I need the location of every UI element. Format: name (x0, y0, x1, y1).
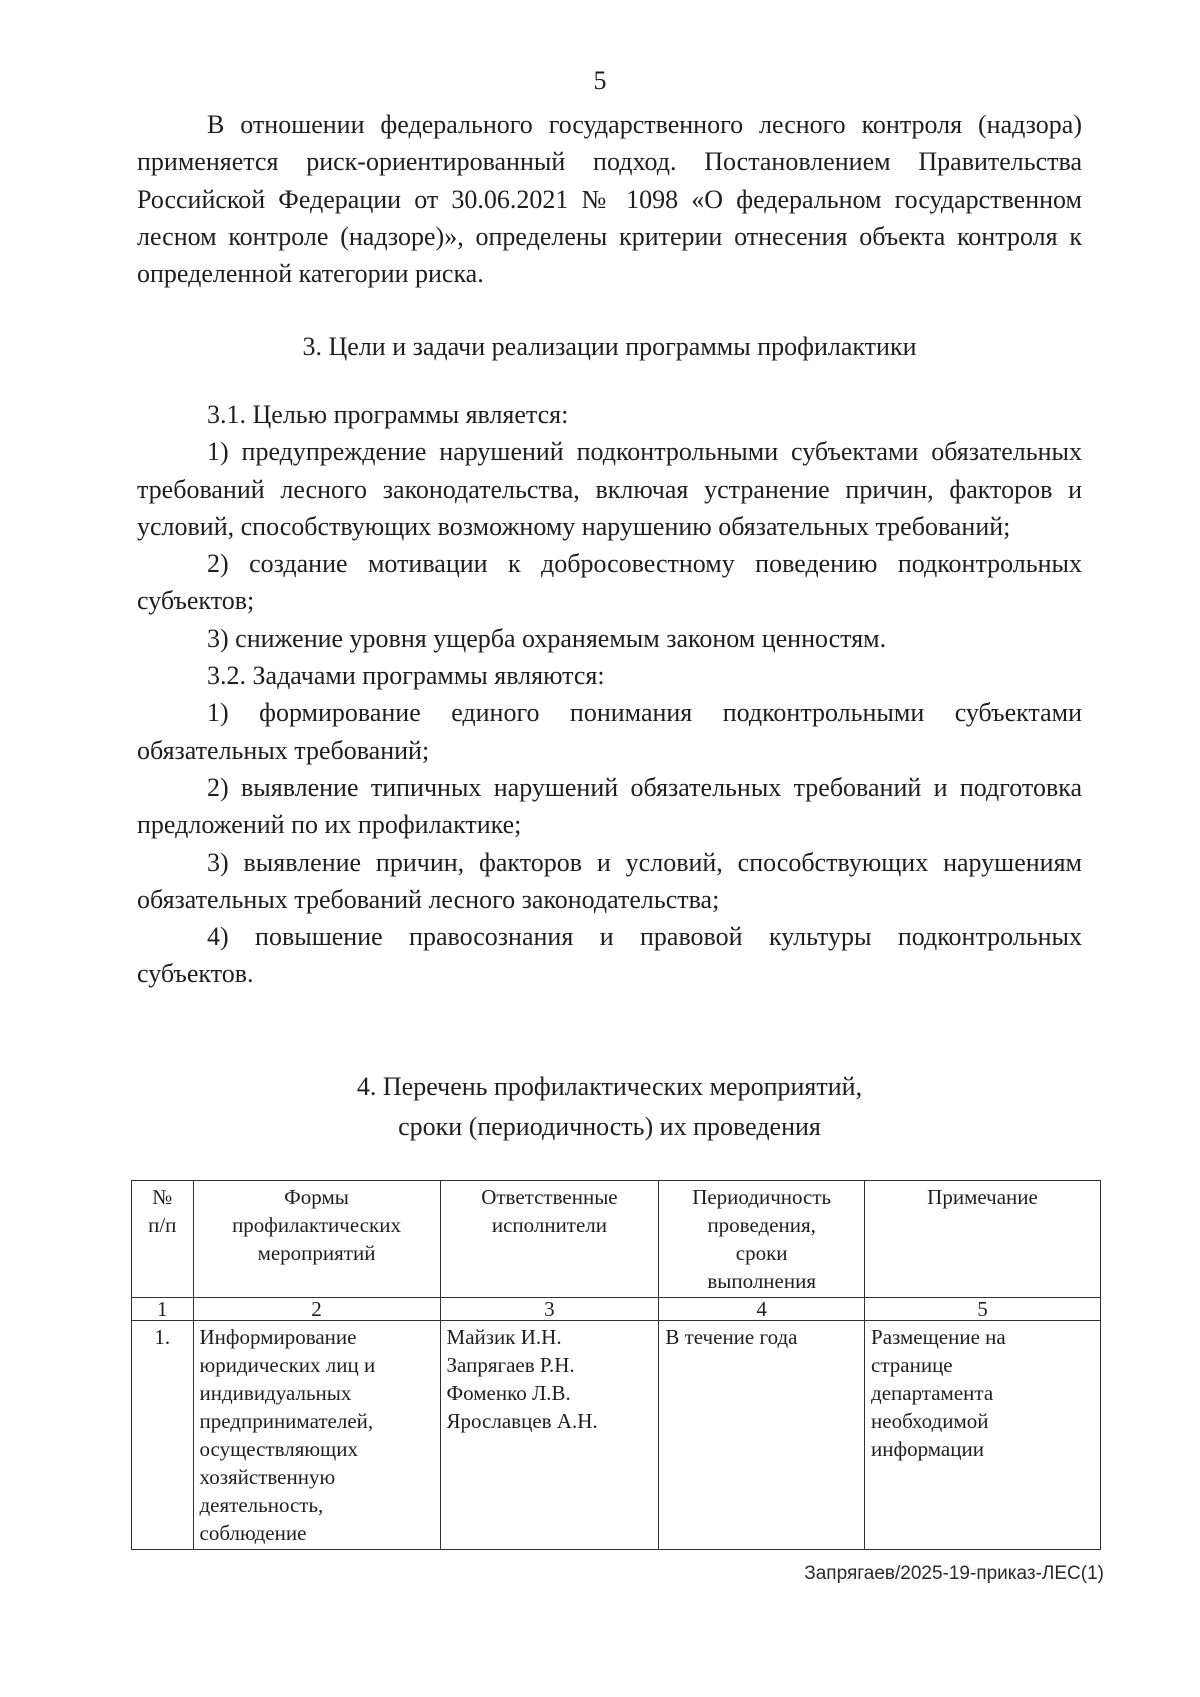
row-period-cell: В течение года (659, 1321, 865, 1550)
column-number-cell: 4 (659, 1298, 865, 1321)
tasks-paragraph: 1) формирование единого понимания подконтрольными субъектами обязательных требований; (137, 698, 1082, 765)
tasks-paragraph: 3) выявление причин, факторов и условий, способствующих нарушениям обязательных требований лесного законодательства; (137, 847, 1082, 914)
row-executors-cell: Майзик И.Н. Запрягаев Р.Н. Фоменко Л.В. Ярославцев А.Н. (440, 1321, 659, 1550)
column-number-cell: 5 (865, 1298, 1101, 1321)
row-number-cell: 1. (132, 1321, 194, 1550)
section-4-heading-block (137, 1067, 1082, 1147)
page-number: 5 (593, 66, 607, 95)
section-4-title-line-1: 4. Перечень профилактических мероприятий, (356, 1072, 863, 1101)
intro-section (137, 106, 1082, 292)
section-4-title-line-2: сроки (периодичность) их проведения (398, 1112, 821, 1141)
header-cell-period: Периодичность проведения, сроки выполнения (659, 1181, 865, 1298)
measures-table (131, 1180, 1101, 1550)
goals-paragraph: 3) снижение уровня ущерба охраняемым законом ценностям. (207, 623, 887, 653)
header-cell-executors: Ответственные исполнители (440, 1181, 659, 1298)
header-cell-number: № п/п (132, 1181, 194, 1298)
header-cell-forms: Формы профилактических мероприятий (193, 1181, 440, 1298)
row-note-cell: Размещение на странице департамента необходимой информации (865, 1321, 1101, 1550)
tasks-paragraph: 4) повышение правосознания и правовой культуры подконтрольных субъектов. (137, 922, 1082, 989)
tasks-paragraph: 2) выявление типичных нарушений обязательных требований и подготовка предложений по их профилактике; (137, 772, 1082, 840)
column-number-cell: 2 (193, 1298, 440, 1321)
column-number-cell: 3 (440, 1298, 659, 1321)
row-form-cell: Информирование юридических лиц и индивидуальных предпринимателей, осуществляющих хозяйственную деятельность, соблюдение (193, 1321, 440, 1550)
header-cell-note: Примечание (865, 1181, 1101, 1298)
section-3-body (137, 396, 1082, 993)
section-3-title: 3. Цели и задачи реализации программы профилактики (302, 332, 917, 361)
table-header-row (132, 1181, 1101, 1298)
intro-paragraph: В отношении федерального государственного лесного контроля (надзора) применяется риск-ориентированный подход. Постановлением Правительства Российской Федерации от 30.06.2021 № 1098 «О федеральном государственном лесном контроле (надзоре)», определены критерии отнесения объекта контроля к определенной категории риска. (137, 110, 1082, 289)
table-row (132, 1321, 1101, 1550)
section-3-heading-block (137, 327, 1082, 367)
column-number-row (132, 1298, 1101, 1321)
tasks-paragraph: 3.2. Задачами программы являются: (207, 661, 605, 691)
goals-paragraph: 1) предупреждение нарушений подконтрольными субъектами обязательных требований лесного законодательства, включая устранение причин, факторов и условий, способствующих возможному нарушению обязательных требований; (137, 437, 1082, 541)
column-number-cell: 1 (132, 1298, 194, 1321)
goals-paragraph: 3.1. Целью программы является: (207, 400, 569, 429)
document-footer-code: Запрягаев/2025-19-приказ-ЛЕС(1) (804, 1563, 1104, 1584)
goals-paragraph: 2) создание мотивации к добросовестному поведению подконтрольных субъектов; (137, 549, 1082, 616)
